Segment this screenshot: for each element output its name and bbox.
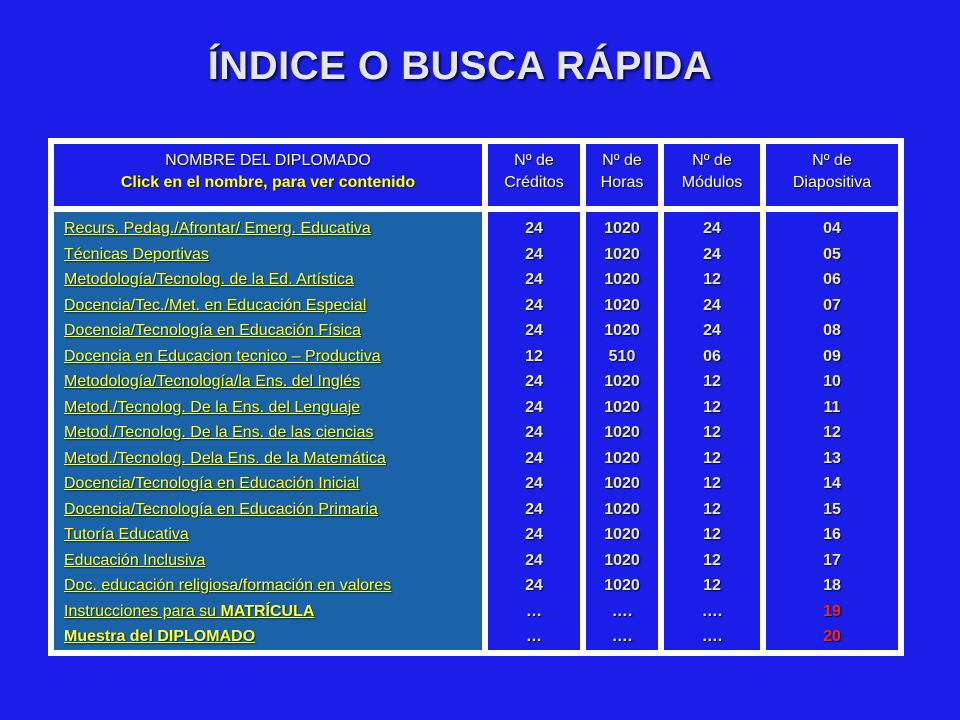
creditos-value: 24 <box>525 296 543 314</box>
header-horas <box>586 144 658 206</box>
modulos-value: 12 <box>703 424 721 441</box>
diplomado-link[interactable]: Docencia en Educacion tecnico – Productiva <box>64 347 381 365</box>
header-horas-line2: Horas <box>600 174 644 191</box>
horas-value: …. <box>611 628 633 645</box>
header-nombre <box>54 144 482 206</box>
creditos-value: 24 <box>525 398 543 416</box>
modulos-value: 06 <box>703 347 721 365</box>
diapositivas-column <box>766 212 898 650</box>
diplomado-link[interactable]: Docencia/Tecnología en Educación Primaria <box>64 500 378 518</box>
instrucciones-emphasis: MATRÍCULA <box>220 602 315 620</box>
creditos-value: 24 <box>525 551 543 569</box>
diplomado-link[interactable]: Metodología/Tecnología/la Ens. del Inglés <box>64 373 361 390</box>
horas-value: 1020 <box>604 373 640 390</box>
diplomado-link[interactable]: Docencia/Tec./Met. en Educación Especial <box>64 296 367 314</box>
creditos-value: … <box>526 602 542 620</box>
diplomado-link[interactable]: Doc. educación religiosa/formación en valores <box>64 577 392 594</box>
diplomado-names-column <box>54 212 482 650</box>
horas-value: 1020 <box>604 424 640 441</box>
diapositiva-value: 04 <box>823 220 841 237</box>
modulos-value: 12 <box>703 449 721 467</box>
diapositiva-value: 06 <box>823 271 841 288</box>
diapositiva-value: 14 <box>823 475 841 492</box>
horas-column <box>586 212 658 650</box>
horas-value: 1020 <box>604 526 640 543</box>
creditos-value: … <box>526 628 542 645</box>
horas-value: 1020 <box>604 245 640 263</box>
modulos-value: 24 <box>703 322 721 339</box>
header-modulos-line1: Nº de <box>692 152 732 169</box>
creditos-value: 24 <box>525 526 543 543</box>
diapositiva-value: 18 <box>823 577 841 594</box>
horas-value: 1020 <box>604 220 640 237</box>
modulos-value: 12 <box>703 551 721 569</box>
header-creditos-line1: Nº de <box>514 152 554 169</box>
diplomado-link[interactable]: Técnicas Deportivas <box>64 245 209 263</box>
horas-value: 1020 <box>604 475 640 492</box>
page-title: ÍNDICE O BUSCA RÁPIDA <box>207 44 713 88</box>
horas-value: 510 <box>608 347 636 365</box>
horas-value: 1020 <box>604 449 640 467</box>
modulos-value: 12 <box>703 373 721 390</box>
creditos-value: 24 <box>525 271 543 288</box>
header-modulos-line2: Módulos <box>681 174 743 191</box>
horas-value: 1020 <box>604 500 640 518</box>
horas-value: 1020 <box>604 551 640 569</box>
diapositiva-value: 11 <box>823 398 841 416</box>
modulos-column <box>664 212 760 650</box>
instrucciones-prefix: Instrucciones para su <box>64 602 221 620</box>
modulos-value: 12 <box>703 577 721 594</box>
modulos-value: 24 <box>703 220 721 237</box>
header-nombre-hint: Click en el nombre, para ver contenido <box>120 174 416 191</box>
creditos-value: 24 <box>525 373 543 390</box>
diapositiva-value: 15 <box>823 500 841 518</box>
horas-value: 1020 <box>604 296 640 314</box>
diplomado-link[interactable]: Metod./Tecnolog. De la Ens. del Lenguaje <box>64 398 361 416</box>
diplomado-link[interactable]: Metod./Tecnolog. De la Ens. de las ciencias <box>64 424 374 441</box>
diplomado-link[interactable]: Educación Inclusiva <box>64 551 206 569</box>
modulos-value: 12 <box>703 526 721 543</box>
header-diapositiva <box>766 144 898 206</box>
header-diapositiva-line2: Diapositiva <box>792 174 872 191</box>
modulos-value: …. <box>701 602 723 620</box>
diapositiva-value: 13 <box>823 449 841 467</box>
instrucciones-matricula-link[interactable] <box>64 599 482 625</box>
diplomado-link[interactable]: Recurs. Pedag./Afrontar/ Emerg. Educativa <box>64 220 371 237</box>
modulos-value: …. <box>701 628 723 645</box>
diplomado-link[interactable]: Metodología/Tecnolog. de la Ed. Artística <box>64 271 354 288</box>
diplomado-link[interactable]: Tutoría Educativa <box>64 526 189 543</box>
diplomado-link[interactable]: Docencia/Tecnología en Educación Física <box>64 322 362 339</box>
header-diapositiva-line1: Nº de <box>812 152 852 169</box>
modulos-value: 12 <box>703 475 721 492</box>
diplomado-link[interactable]: Metod./Tecnolog. Dela Ens. de la Matemática <box>64 449 386 467</box>
header-creditos <box>488 144 580 206</box>
diapositiva-value: 05 <box>823 245 841 263</box>
creditos-value: 12 <box>525 347 543 365</box>
diapositiva-value: 10 <box>823 373 841 390</box>
horas-value: 1020 <box>604 271 640 288</box>
diplomado-link[interactable]: Docencia/Tecnología en Educación Inicial <box>64 475 360 492</box>
diapositiva-value: 12 <box>823 424 841 441</box>
creditos-value: 24 <box>525 449 543 467</box>
creditos-value: 24 <box>525 220 543 237</box>
diapositiva-value: 17 <box>823 551 841 569</box>
creditos-column <box>488 212 580 650</box>
header-horas-line1: Nº de <box>602 152 642 169</box>
horas-value: …. <box>611 602 633 620</box>
modulos-value: 12 <box>703 271 721 288</box>
creditos-value: 24 <box>525 500 543 518</box>
modulos-value: 12 <box>703 398 721 416</box>
creditos-value: 24 <box>525 424 543 441</box>
muestra-diplomado-link[interactable]: Muestra del DIPLOMADO <box>64 628 256 645</box>
header-nombre-title: NOMBRE DEL DIPLOMADO <box>165 152 371 169</box>
modulos-value: 24 <box>703 296 721 314</box>
creditos-value: 24 <box>525 322 543 339</box>
horas-value: 1020 <box>604 577 640 594</box>
diapositiva-value: 09 <box>823 347 841 365</box>
creditos-value: 24 <box>525 475 543 492</box>
horas-value: 1020 <box>604 398 640 416</box>
modulos-value: 12 <box>703 500 721 518</box>
modulos-value: 24 <box>703 245 721 263</box>
header-creditos-line2: Créditos <box>504 174 564 191</box>
creditos-value: 24 <box>525 245 543 263</box>
diapositiva-value: 08 <box>823 322 841 339</box>
diapositiva-value: 16 <box>823 526 841 543</box>
diapositiva-value: 20 <box>823 628 841 645</box>
diapositiva-value: 07 <box>823 296 841 314</box>
diapositiva-value: 19 <box>823 602 841 620</box>
diplomado-index-table <box>48 138 904 656</box>
horas-value: 1020 <box>604 322 640 339</box>
header-modulos <box>664 144 760 206</box>
creditos-value: 24 <box>525 577 543 594</box>
